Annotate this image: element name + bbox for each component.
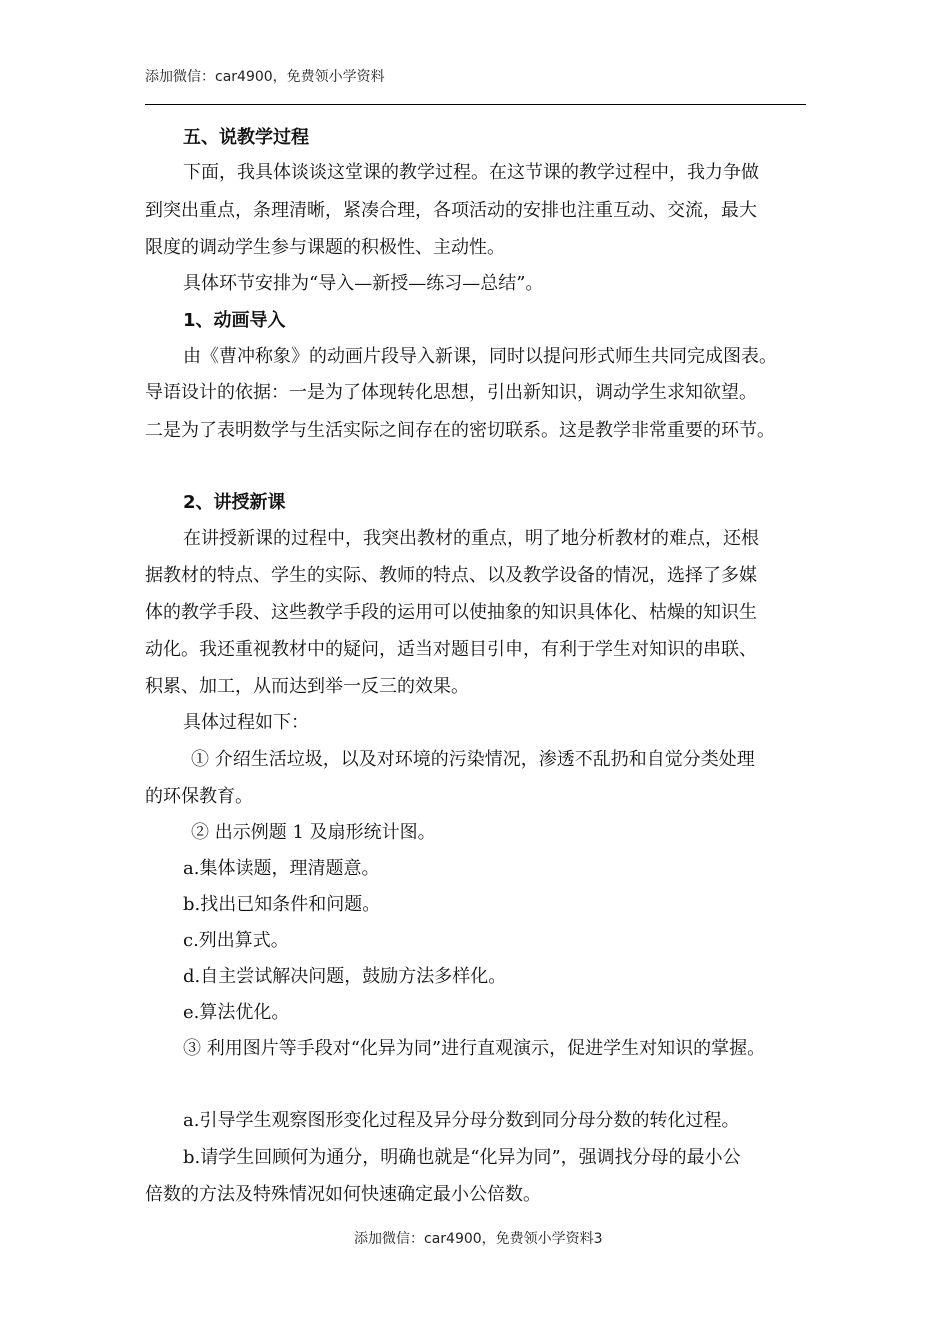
paragraph-line: 由《曹冲称象》的动画片段导入新课，同时以提问形式师生共同完成图表。 [183,346,777,367]
list-item: ① 介绍生活垃圾，以及对环境的污染情况，渗透不乱扔和自觉分类处理 [191,749,755,770]
paragraph-line: 下面，我具体谈谈这堂课的教学过程。在这节课的教学过程中，我力争做 [183,162,759,183]
sub-item-continuation: 倍数的方法及特殊情况如何快速确定最小公倍数。 [145,1184,541,1205]
paragraph-line: 二是为了表明数学与生活实际之间存在的密切联系。这是教学非常重要的环节。 [145,420,775,441]
paragraph-line: 具体过程如下： [183,712,309,733]
list-item: ② 出示例题 1 及扇形统计图。 [191,822,436,843]
step-title: 2、讲授新课 [183,492,286,513]
page-header: 添加微信：car4900，免费领小学资料 [145,69,385,85]
step-title: 1、动画导入 [183,310,286,331]
sub-item: a.引导学生观察图形变化过程及异分母分数到同分母分数的转化过程。 [183,1110,740,1131]
sub-item: d.自主尝试解决问题，鼓励方法多样化。 [183,966,507,987]
sub-item: b.请学生回顾何为通分，明确也就是“化异为同”，强调找分母的最小公 [183,1147,741,1168]
paragraph-line: 据教材的特点、学生的实际、教师的特点、以及教学设备的情况，选择了多媒 [145,565,757,586]
sub-item: a.集体读题，理清题意。 [183,858,380,879]
section-title: 五、说教学过程 [183,127,309,148]
paragraph-line: 体的教学手段、这些教学手段的运用可以使抽象的知识具体化、枯燥的知识生 [145,602,757,623]
paragraph-line: 积累、加工，从而达到举一反三的效果。 [145,676,469,697]
page-footer: 添加微信：car4900，免费领小学资料3 [354,1231,603,1247]
paragraph-line: 动化。我还重视教材中的疑问，适当对题目引申，有利于学生对知识的串联、 [145,639,757,660]
sub-item: e.算法优化。 [183,1002,290,1023]
list-item: ③ 利用图片等手段对“化异为同”进行直观演示，促进学生对知识的掌握。 [183,1038,766,1059]
paragraph-line: 到突出重点，条理清晰，紧凑合理，各项活动的安排也注重互动、交流，最大 [145,200,757,221]
paragraph-line: 导语设计的依据：一是为了体现转化思想，引出新知识，调动学生求知欲望。 [145,382,757,403]
sub-item: c.列出算式。 [183,930,289,951]
paragraph-line: 在讲授新课的过程中，我突出教材的重点，明了地分析教材的难点，还根 [183,528,759,549]
list-item-continuation: 的环保教育。 [145,786,253,807]
paragraph-line: 限度的调动学生参与课题的积极性、主动性。 [145,237,505,258]
paragraph-line: 具体环节安排为“导入—新授—练习—总结”。 [183,273,544,294]
sub-item: b.找出已知条件和问题。 [183,894,381,915]
header-divider [145,104,806,105]
